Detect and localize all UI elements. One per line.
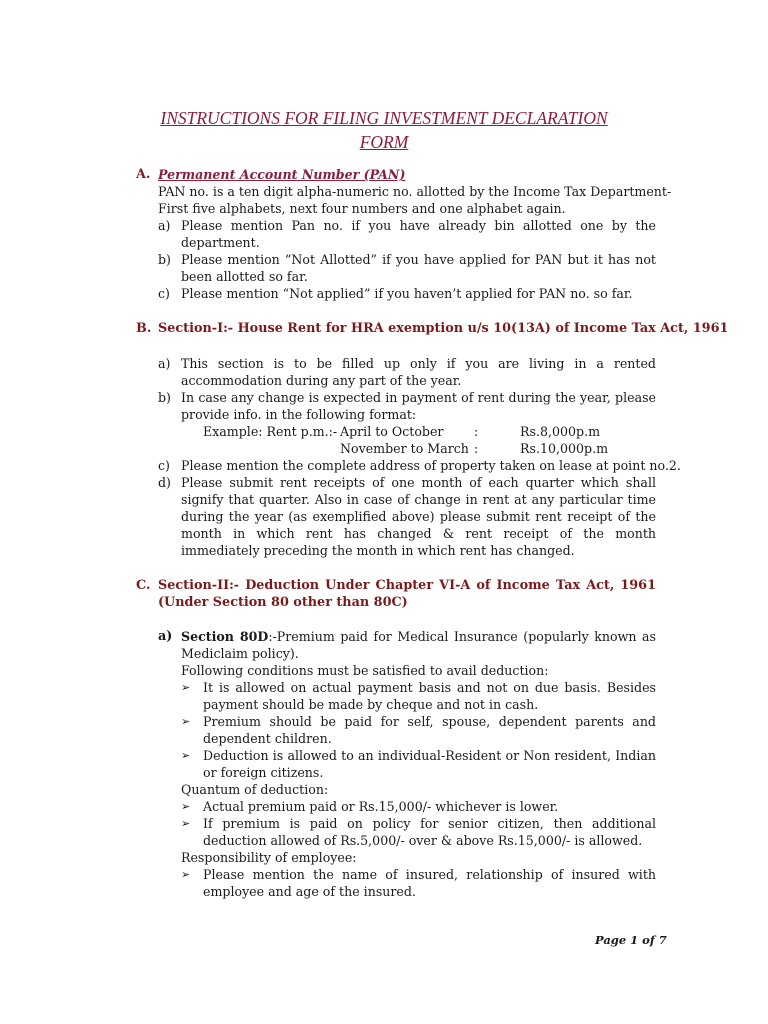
arrow-bullet-icon: ➢ (181, 800, 191, 813)
document-title (120, 106, 648, 154)
quantum-1: Actual premium paid or Rs.15,000/- whichever is lower. (203, 799, 559, 814)
rent-period-1: April to October (340, 424, 444, 439)
arrow-bullet-icon: ➢ (181, 715, 191, 728)
title-line-2: FORM (359, 132, 409, 152)
arrow-bullet-icon: ➢ (181, 817, 191, 830)
condition-2: Premium should be paid for self, spouse, dependent parents and dependent children. (203, 714, 656, 746)
section-80d-text: :-Premium paid for Medical Insurance (popularly known as Mediclaim policy). (181, 629, 656, 661)
section-80d-head: Section 80D (181, 629, 269, 644)
section-b-item-c: Please mention the complete address of property taken on lease at point no.2. (181, 458, 681, 473)
rent-period-2: November to March (340, 441, 469, 456)
section-c-sub-label: a) (158, 629, 173, 644)
condition-1: It is allowed on actual payment basis and not on due basis. Besides payment should be made by cheque and not in cash. (203, 680, 656, 712)
arrow-bullet-icon: ➢ (181, 749, 191, 762)
section-b-item-a: This section is to be filled up only if you are living in a rented accommodation during any part of the year. (181, 356, 656, 388)
section-a-item-c: Please mention “Not applied” if you haven’t applied for PAN no. so far. (181, 286, 633, 301)
section-b-item-d-label: d) (158, 475, 171, 490)
section-c-heading: Section-II:- Deduction Under Chapter VI-A of Income Tax Act, 1961 (Under Section 80 other than 80C) (158, 578, 656, 610)
arrow-bullet-icon: ➢ (181, 868, 191, 881)
rent-amount-1: Rs.8,000p.m (520, 424, 601, 439)
condition-3: Deduction is allowed to an individual-Resident or Non resident, Indian or foreign citizens. (203, 748, 656, 780)
section-a-intro-2: First five alphabets, next four numbers and one alphabet again. (158, 201, 566, 216)
responsibility-1: Please mention the name of insured, relationship of insured with employee and age of the insured. (203, 867, 656, 899)
page-number: Page 1 of 7 (595, 933, 667, 947)
conditions-intro: Following conditions must be satisfied to avail deduction: (181, 663, 549, 678)
section-c-letter: C. (136, 578, 151, 593)
section-b-item-c-label: c) (158, 458, 170, 473)
quantum-intro: Quantum of deduction: (181, 782, 329, 797)
title-line-1: INSTRUCTIONS FOR FILING INVESTMENT DECLARATION (160, 108, 608, 128)
section-b-letter: B. (136, 321, 152, 336)
section-b-item-b: In case any change is expected in payment of rent during the year, please provide info. in the following format: (181, 390, 656, 422)
section-a-item-b: Please mention “Not Allotted” if you have applied for PAN but it has not been allotted so far. (181, 252, 656, 284)
responsibility-intro: Responsibility of employee: (181, 850, 357, 865)
rent-sep-2: : (474, 441, 479, 456)
arrow-bullet-icon: ➢ (181, 681, 191, 694)
rent-amount-2: Rs.10,000p.m (520, 441, 609, 456)
section-b-item-a-label: a) (158, 356, 171, 371)
section-a-heading: Permanent Account Number (PAN) (158, 167, 406, 182)
section-b-item-d: Please submit rent receipts of one month of each quarter which shall signify that quarter. Also in case of change in rent at any particular time during the year (as exemplified above) please submit rent receipt of the month in which rent has changed & rent receipt of the month immediately preceding the month in which rent has changed. (181, 475, 656, 558)
section-a-item-a: Please mention Pan no. if you have already bin allotted one by the department. (181, 218, 656, 250)
rent-sep-1: : (474, 424, 479, 439)
section-a-item-c-label: c) (158, 286, 170, 301)
quantum-2: If premium is paid on policy for senior citizen, then additional deduction allowed of Rs.5,000/- over & above Rs.15,000/- is allowed. (203, 816, 656, 848)
rent-example-label: Example: Rent p.m.:- (203, 424, 338, 439)
section-80d-paragraph (181, 628, 656, 662)
section-a-intro-1: PAN no. is a ten digit alpha-numeric no. allotted by the Income Tax Department- (158, 184, 672, 199)
section-a-item-a-label: a) (158, 218, 171, 233)
section-a-item-b-label: b) (158, 252, 171, 267)
section-a-letter: A. (136, 167, 151, 182)
section-b-heading: Section-I:- House Rent for HRA exemption u/s 10(13A) of Income Tax Act, 1961 (158, 321, 729, 336)
section-b-item-b-label: b) (158, 390, 171, 405)
